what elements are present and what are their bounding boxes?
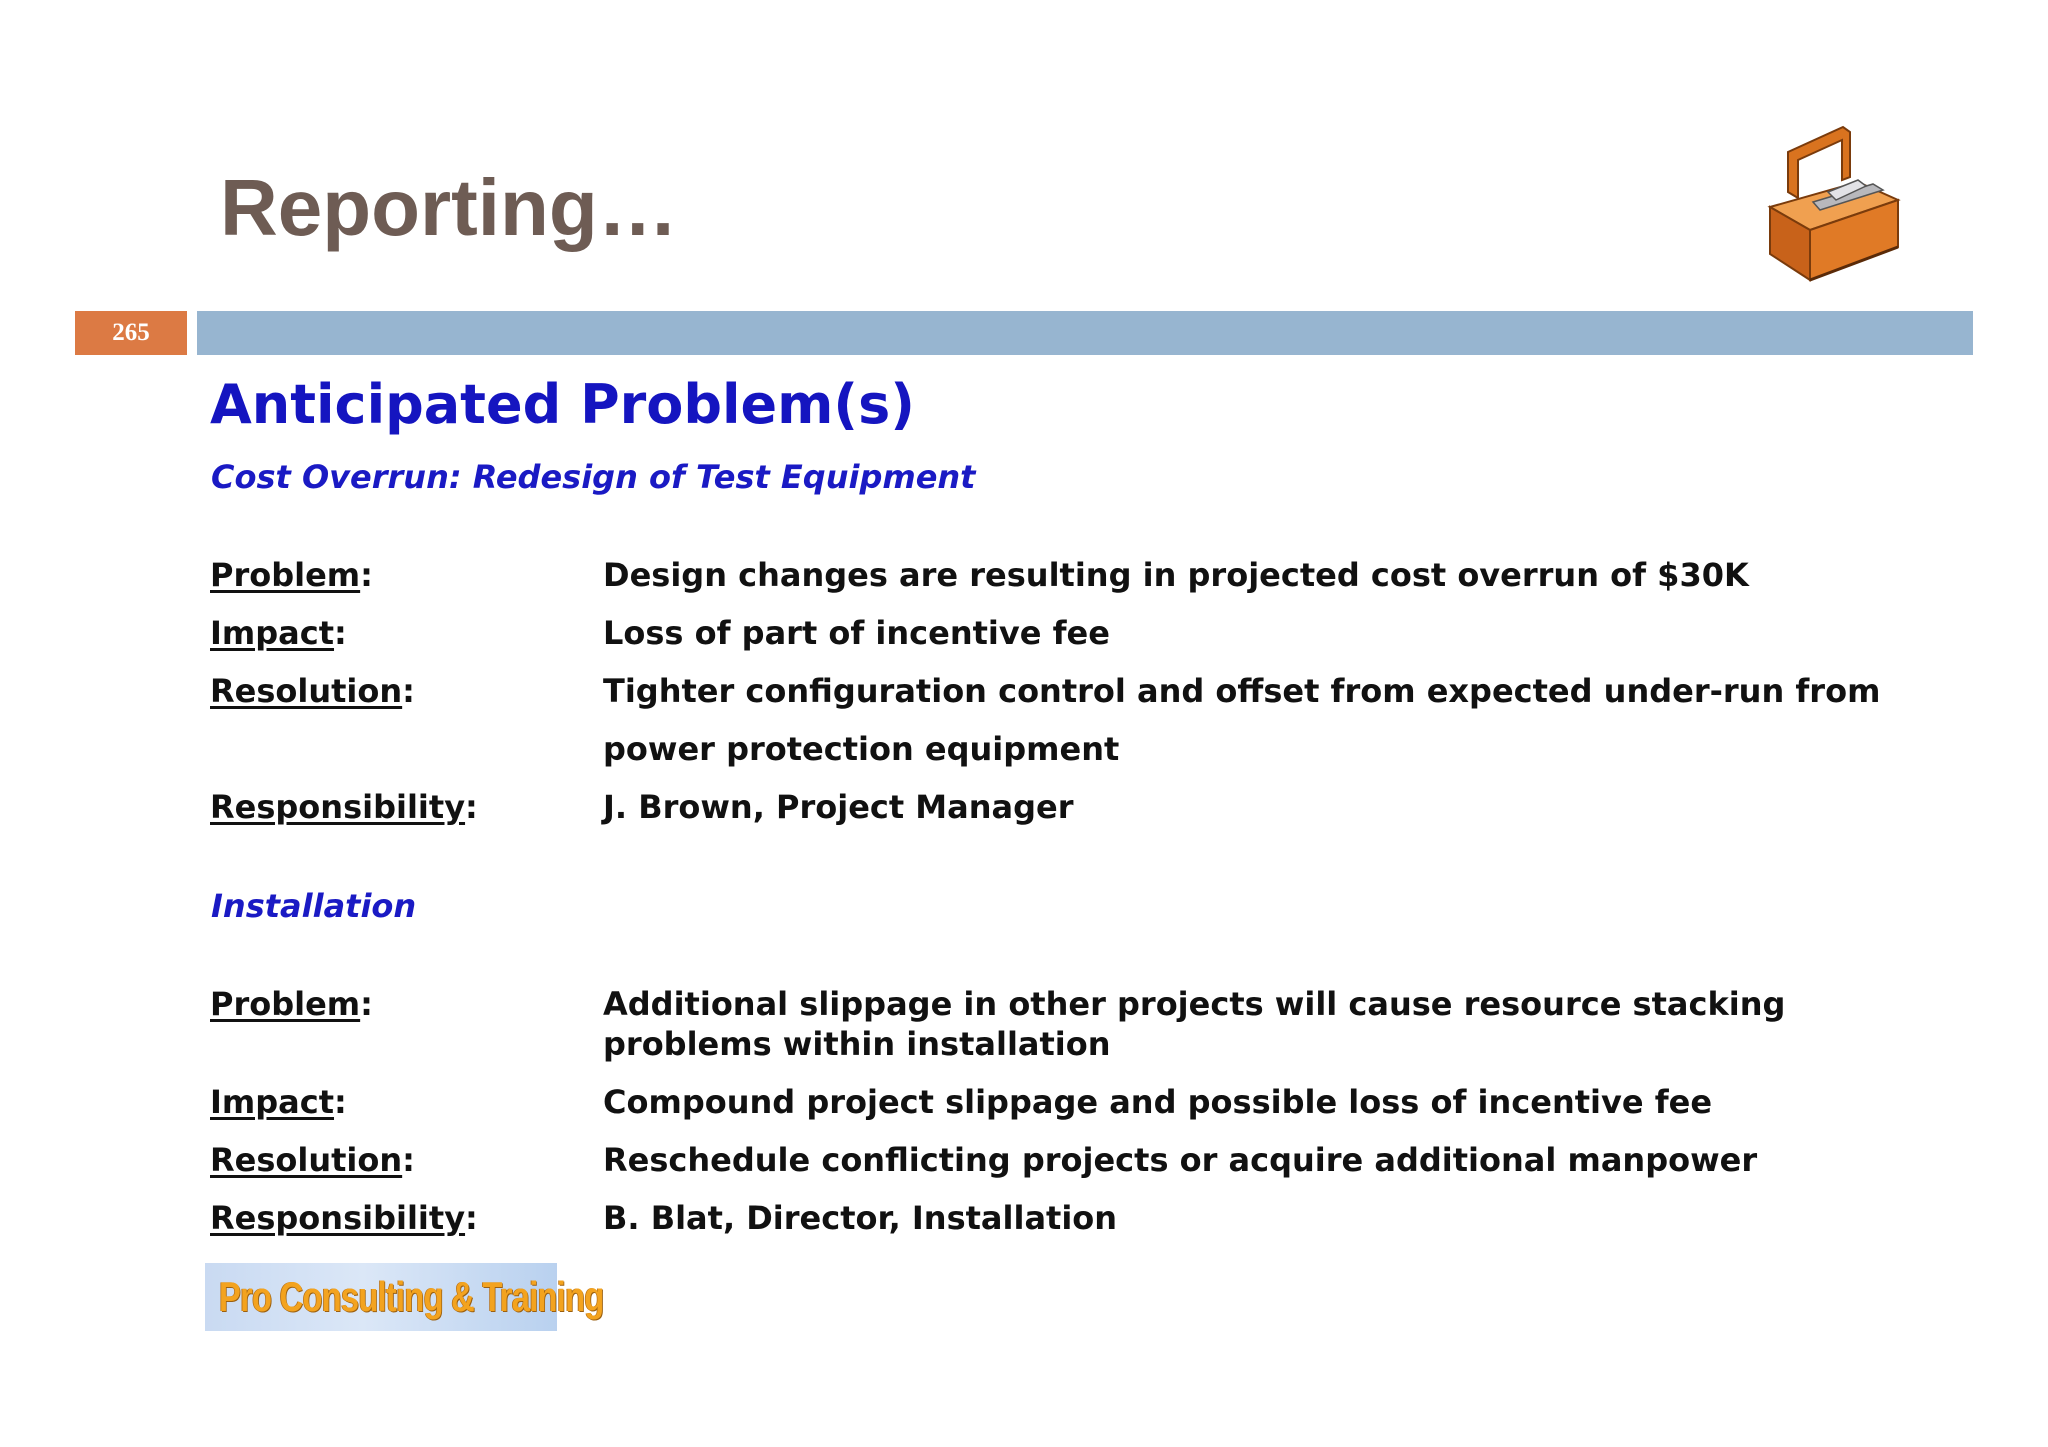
logo-text: Pro Consulting & Training [219, 1273, 604, 1320]
resolution-value: Reschedule conflicting projects or acquire additional manpower [603, 1141, 1758, 1179]
impact-value: Compound project slippage and possible loss of incentive fee [603, 1083, 1713, 1121]
impact-value: Loss of part of incentive fee [603, 614, 1110, 652]
responsibility-label: Responsibility: [210, 788, 478, 826]
header-bar [197, 311, 1973, 355]
responsibility-value: B. Blat, Director, Installation [603, 1199, 1118, 1237]
responsibility-value: J. Brown, Project Manager [603, 788, 1074, 826]
cost-overrun-subheading: Cost Overrun: Redesign of Test Equipment [211, 458, 976, 496]
slide-title: Reporting… [220, 163, 678, 252]
impact-label: Impact: [210, 614, 347, 652]
problem-value: Design changes are resulting in projected cost overrun of $30K [603, 556, 1749, 594]
problem-value: Additional slippage in other projects will cause resource stacking problems within installation [603, 985, 1786, 1063]
responsibility-label: Responsibility: [210, 1199, 478, 1237]
resolution-label: Resolution: [210, 1141, 415, 1179]
problem-label: Problem: [210, 985, 373, 1023]
resolution-label: Resolution: [210, 672, 415, 710]
company-logo [205, 1263, 604, 1331]
impact-label: Impact: [210, 1083, 347, 1121]
section-heading: Anticipated Problem(s) [210, 373, 915, 436]
toolbox-icon [1758, 122, 1908, 287]
problem-label: Problem: [210, 556, 373, 594]
page-number-badge: 265 [75, 311, 187, 355]
resolution-value: Tighter configuration control and offset from expected under-run from power protection equipment [603, 672, 1881, 768]
installation-subheading: Installation [211, 887, 417, 925]
